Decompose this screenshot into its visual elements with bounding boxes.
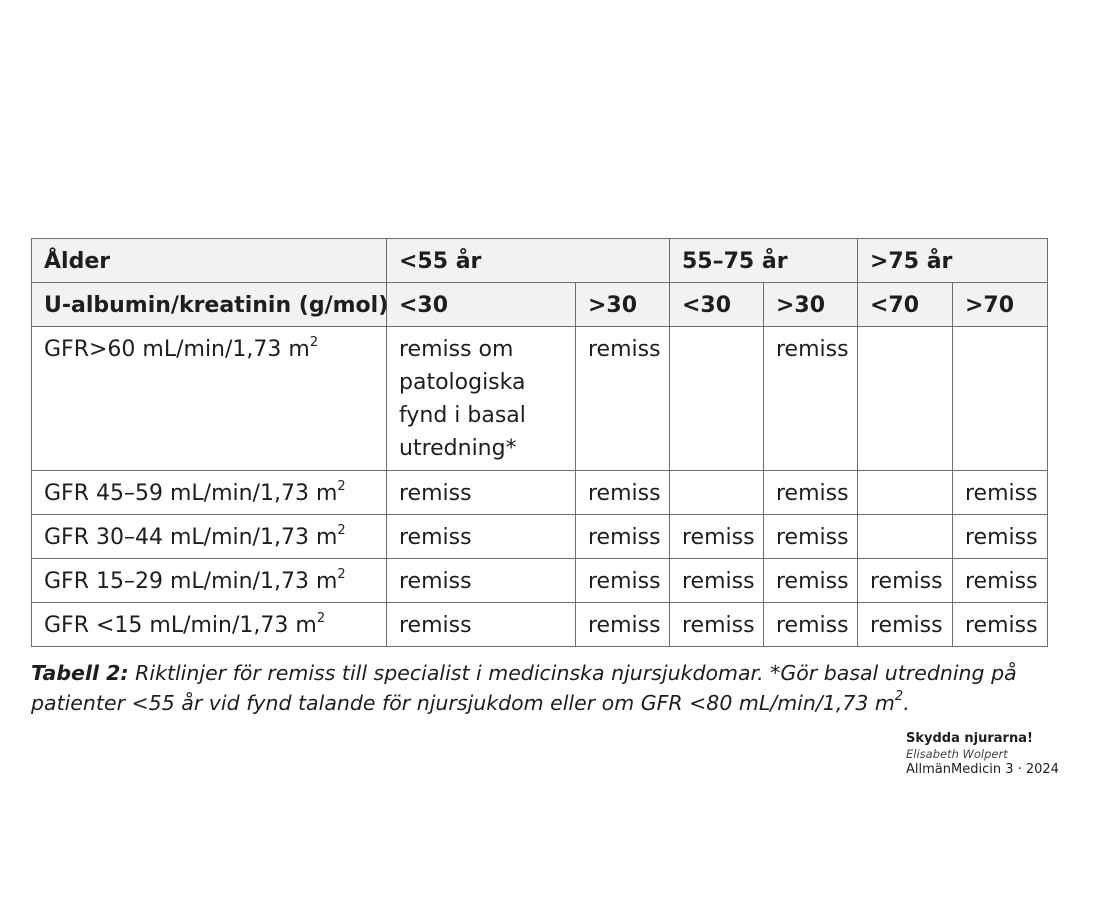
row-label — [32, 559, 387, 603]
table-cell — [858, 327, 953, 471]
row-label-superscript: 2 — [316, 610, 326, 626]
table-cell: remiss — [576, 515, 670, 559]
caption-label: Tabell 2: — [31, 661, 129, 685]
table-cell: remiss — [576, 603, 670, 647]
table-cell: remiss — [670, 603, 764, 647]
table-row — [32, 603, 1048, 647]
table-cell — [858, 515, 953, 559]
row-label-superscript: 2 — [337, 522, 346, 538]
table-cell: remiss — [764, 603, 858, 647]
table-row — [32, 515, 1048, 559]
row-label-superscript: 2 — [309, 334, 319, 350]
row-label — [32, 515, 387, 559]
table-caption — [31, 658, 1061, 718]
table-cell: remiss — [576, 559, 670, 603]
table-cell: remiss — [387, 515, 576, 559]
caption-text: Riktlinjer för remiss till specialist i medicinska njursjukdomar. *Gör basal utredning på patienter <55 år vid fynd talande för njursjukdom eller om GFR <80 mL/min/1,73 m — [31, 661, 1017, 715]
row-label — [32, 327, 387, 471]
age-group-over-75: >75 år — [858, 239, 1048, 283]
row-label-text: GFR 15–29 mL/min/1,73 m — [44, 569, 338, 594]
ratio-column-header: >70 — [953, 283, 1048, 327]
age-header-label: Ålder — [32, 239, 387, 283]
table-row — [32, 471, 1048, 515]
row-label-text: GFR 30–44 mL/min/1,73 m — [44, 525, 338, 550]
table-cell: remiss — [858, 603, 953, 647]
caption-superscript: 2 — [894, 689, 904, 705]
table-cell: remiss — [670, 515, 764, 559]
row-label-text: GFR 45–59 mL/min/1,73 m — [44, 481, 338, 506]
table-cell — [858, 471, 953, 515]
row-label-superscript: 2 — [337, 478, 346, 494]
table-cell — [953, 327, 1048, 471]
table-cell: remiss — [953, 559, 1048, 603]
table-row — [32, 559, 1048, 603]
table-cell — [670, 327, 764, 471]
age-group-under-55: <55 år — [387, 239, 670, 283]
table-cell: remiss — [576, 471, 670, 515]
table-cell: remiss — [576, 327, 670, 471]
ratio-column-header: >30 — [764, 283, 858, 327]
remiss-guideline-table — [31, 238, 1048, 647]
age-group-55-75: 55–75 år — [670, 239, 858, 283]
publication-info: AllmänMedicin 3 · 2024 — [906, 762, 1059, 777]
table-cell: remiss — [953, 515, 1048, 559]
table-cell: remiss — [858, 559, 953, 603]
ratio-column-header: <30 — [387, 283, 576, 327]
table-cell: remiss — [387, 559, 576, 603]
ratio-header-row — [32, 283, 1048, 327]
article-credits — [906, 730, 1096, 778]
row-label-superscript: 2 — [337, 566, 346, 582]
table-cell: remiss — [764, 327, 858, 471]
row-label — [32, 471, 387, 515]
table-cell: remiss — [764, 559, 858, 603]
table-cell: remiss — [764, 471, 858, 515]
article-title: Skydda njurarna! — [906, 731, 1033, 746]
ratio-column-header: <70 — [858, 283, 953, 327]
caption-end: . — [903, 691, 910, 715]
age-header-row — [32, 239, 1048, 283]
table-cell: remiss — [953, 471, 1048, 515]
article-author: Elisabeth Wolpert — [906, 747, 1008, 761]
table-cell: remiss — [764, 515, 858, 559]
ratio-column-header: <30 — [670, 283, 764, 327]
ratio-header-label: U-albumin/kreatinin (g/mol) — [32, 283, 387, 327]
table-cell: remiss — [953, 603, 1048, 647]
table-cell — [670, 471, 764, 515]
row-label-text: GFR <15 mL/min/1,73 m — [44, 613, 317, 638]
row-label-text: GFR>60 mL/min/1,73 m — [44, 337, 310, 362]
table-row — [32, 327, 1048, 471]
table-cell: remiss om patologiska fynd i basal utredning* — [387, 327, 576, 471]
table-cell: remiss — [670, 559, 764, 603]
row-label — [32, 603, 387, 647]
ratio-column-header: >30 — [576, 283, 670, 327]
table-cell: remiss — [387, 603, 576, 647]
table-cell: remiss — [387, 471, 576, 515]
